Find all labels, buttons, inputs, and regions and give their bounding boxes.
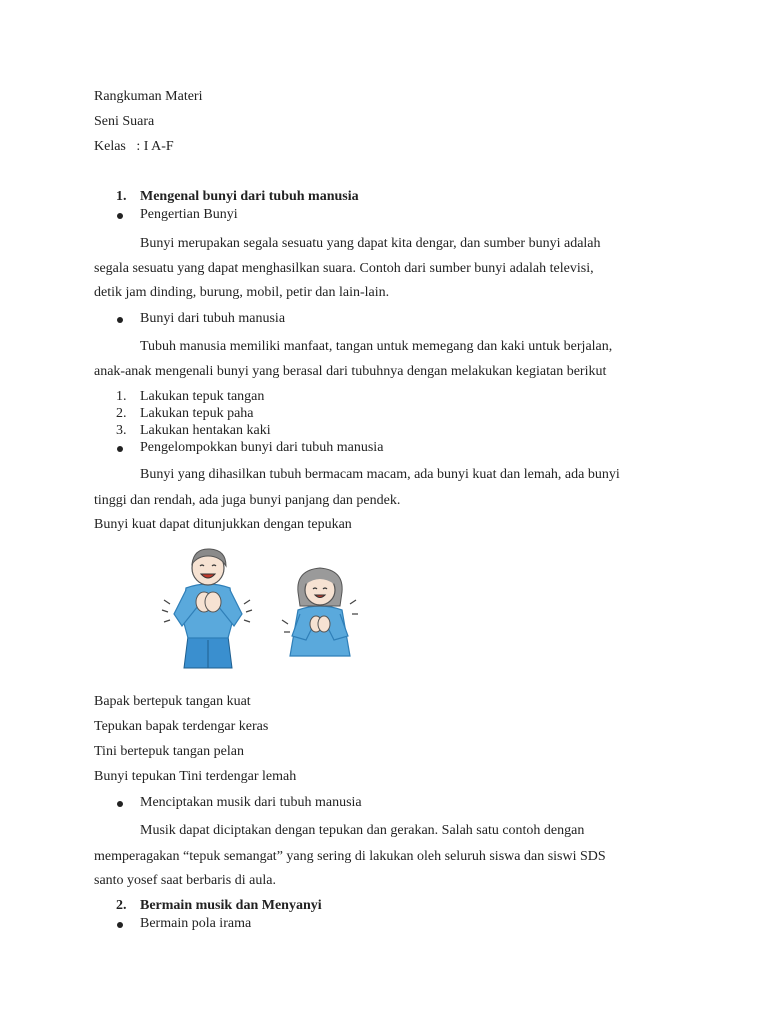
doc-class: Kelas : I A-F bbox=[94, 139, 174, 154]
lead-line: Bunyi kuat dapat ditunjukkan dengan tepukan bbox=[94, 517, 352, 532]
bullet-icon bbox=[117, 922, 123, 928]
list-number: 1. bbox=[116, 389, 127, 404]
doc-subject: Seni Suara bbox=[94, 114, 155, 129]
boy-clapping-figure bbox=[162, 549, 252, 668]
bullet-menciptakan-musik: Menciptakan musik dari tubuh manusia bbox=[140, 795, 362, 810]
caption-bapak-keras: Tepukan bapak terdengar keras bbox=[94, 719, 269, 734]
list-item-hentakan-kaki: Lakukan hentakan kaki bbox=[140, 423, 271, 438]
para1-line3: detik jam dinding, burung, mobil, petir dan lain-lain. bbox=[94, 285, 390, 300]
section-1-title: Mengenal bunyi dari tubuh manusia bbox=[140, 189, 359, 204]
bullet-pola-irama: Bermain pola irama bbox=[140, 916, 252, 931]
section-2-number: 2. bbox=[116, 898, 127, 913]
bullet-pengertian: Pengertian Bunyi bbox=[140, 207, 238, 222]
bullet-icon bbox=[117, 446, 123, 452]
para3-line1: Bunyi yang dihasilkan tubuh bermacam macam, ada bunyi kuat dan lemah, ada bunyi bbox=[140, 467, 620, 482]
section-2-title: Bermain musik dan Menyanyi bbox=[140, 898, 322, 913]
list-number: 3. bbox=[116, 423, 127, 438]
para2-line1: Tubuh manusia memiliki manfaat, tangan untuk memegang dan kaki untuk berjalan, bbox=[140, 339, 613, 354]
caption-bapak-kuat: Bapak bertepuk tangan kuat bbox=[94, 694, 251, 709]
caption-tini-pelan: Tini bertepuk tangan pelan bbox=[94, 744, 244, 759]
clapping-children-illustration bbox=[160, 544, 360, 672]
bullet-bunyi-tubuh: Bunyi dari tubuh manusia bbox=[140, 311, 286, 326]
section-1-number: 1. bbox=[116, 189, 127, 204]
bullet-icon bbox=[117, 213, 123, 219]
bullet-icon bbox=[117, 317, 123, 323]
girl-clapping-figure bbox=[282, 568, 358, 656]
para4-line2: memperagakan “tepuk semangat” yang sering di lakukan oleh seluruh siswa dan siswi SDS bbox=[94, 849, 606, 864]
para4-line1: Musik dapat diciptakan dengan tepukan dan gerakan. Salah satu contoh dengan bbox=[140, 823, 585, 838]
list-item-tepuk-tangan: Lakukan tepuk tangan bbox=[140, 389, 265, 404]
para3-line2: tinggi dan rendah, ada juga bunyi panjang dan pendek. bbox=[94, 493, 401, 508]
list-item-tepuk-paha: Lakukan tepuk paha bbox=[140, 406, 254, 421]
para4-line3: santo yosef saat berbaris di aula. bbox=[94, 873, 276, 888]
bullet-pengelompokkan: Pengelompokkan bunyi dari tubuh manusia bbox=[140, 440, 384, 455]
caption-tini-lemah: Bunyi tepukan Tini terdengar lemah bbox=[94, 769, 297, 784]
bullet-icon bbox=[117, 801, 123, 807]
para1-line2: segala sesuatu yang dapat menghasilkan suara. Contoh dari sumber bunyi adalah televisi, bbox=[94, 261, 594, 276]
doc-title: Rangkuman Materi bbox=[94, 89, 203, 104]
para2-line2: anak-anak mengenali bunyi yang berasal dari tubuhnya dengan melakukan kegiatan berikut bbox=[94, 364, 607, 379]
list-number: 2. bbox=[116, 406, 127, 421]
para1-line1: Bunyi merupakan segala sesuatu yang dapat kita dengar, dan sumber bunyi adalah bbox=[140, 236, 601, 251]
